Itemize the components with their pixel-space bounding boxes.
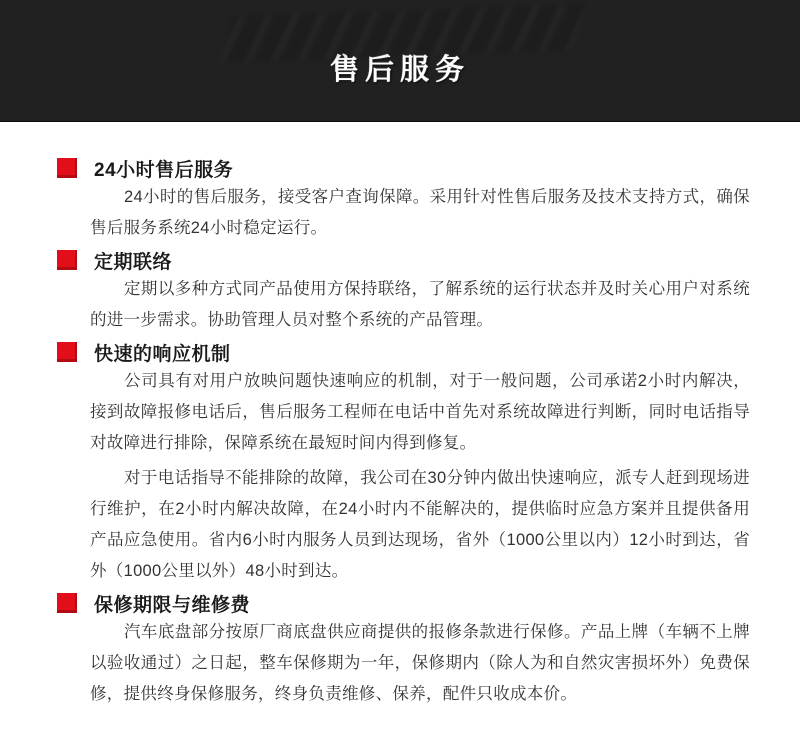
red-square-bullet-icon <box>57 250 77 270</box>
page-title: 售后服务 <box>329 54 470 86</box>
section-regular-contact <box>57 248 750 336</box>
red-square-bullet-icon <box>57 158 77 178</box>
red-square-bullet-icon <box>57 342 77 362</box>
section-heading-row <box>57 591 750 615</box>
section-title-rapid-response: 快速的响应机制 <box>94 343 231 365</box>
section-warranty-fees <box>57 591 750 710</box>
section-paragraph: 对于电话指导不能排除的故障，我公司在30分钟内做出快速响应，派专人赶到现场进行维护，在2小时内解决故障，在24小时内不能解决的，提供临时应急方案并且提供备用产品应急使用。省内6小时内服务人员到达现场，省外（1000公里以内）12小时到达，省外（1000公里以外）48小时到达。 <box>90 469 750 580</box>
section-heading-row <box>57 156 750 180</box>
section-paragraph: 24小时的售后服务，接受客户查询保障。采用针对性售后服务及技术支持方式，确保售后服务系统24小时稳定运行。 <box>90 188 750 237</box>
section-24h-service <box>57 156 750 244</box>
section-paragraph: 定期以多种方式同产品使用方保持联络，了解系统的运行状态并及时关心用户对系统的进一步需求。协助管理人员对整个系统的产品管理。 <box>90 280 750 329</box>
section-title-warranty-fees: 保修期限与维修费 <box>94 594 251 616</box>
red-square-bullet-icon <box>57 593 77 613</box>
section-title-regular-contact: 定期联络 <box>94 251 173 273</box>
banner <box>0 0 800 122</box>
section-heading-row <box>57 340 750 364</box>
section-paragraph: 汽车底盘部分按原厂商底盘供应商提供的报修条款进行保修。产品上牌（车辆不上牌以验收通过）之日起，整车保修期为一年，保修期内（除人为和自然灾害损坏外）免费保修，提供终身保修服务，终身负责维修、保养，配件只收成本价。 <box>90 623 750 703</box>
section-title-24h-service: 24小时售后服务 <box>94 159 234 181</box>
section-paragraph: 公司具有对用户放映问题快速响应的机制，对于一般问题，公司承诺2小时内解决，接到故障报修电话后，售后服务工程师在电话中首先对系统故障进行判断，同时电话指导对故障进行排除，保障系统在最短时间内得到修复。 <box>90 372 750 452</box>
watermark-smudge <box>219 4 586 62</box>
content-column <box>0 122 800 710</box>
section-rapid-response <box>57 340 750 587</box>
section-heading-row <box>57 248 750 272</box>
